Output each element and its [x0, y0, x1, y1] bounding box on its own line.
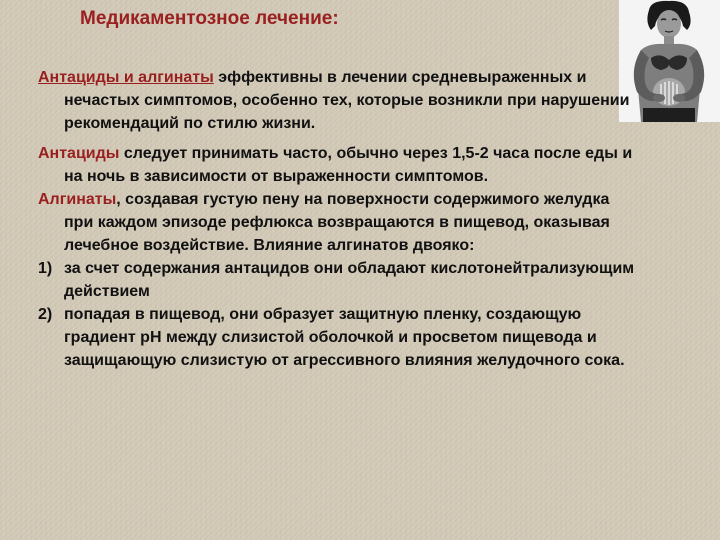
slide-body [38, 66, 638, 372]
paragraph-text: следует принимать часто, обычно через 1,5-2 часа после еды и на ночь в зависимости от выраженности симптомов. [64, 145, 633, 185]
paragraph-antacids-alginates [38, 66, 638, 135]
list-item [38, 303, 638, 372]
paragraph-alginates [38, 188, 638, 257]
paragraph-text: эффективны в лечении средневыраженных и нечастых симптомов, особенно тех, которые возникли при нарушении рекомендаций по стилю жизни. [64, 69, 630, 132]
slide-title: Медикаментозное лечение: [80, 8, 339, 29]
highlight-antacids-and-alginates: Антациды и алгинаты [38, 69, 214, 86]
list-number: 2) [38, 306, 53, 323]
list-item [38, 257, 638, 303]
list-item-text: попадая в пищевод, они образует защитную пленку, создающую градиент рН между слизистой оболочкой и просветом пищевода и защищающую слизистую от агрессивного влияния желудочного сока. [64, 306, 625, 369]
highlight-alginates: Алгинаты [38, 191, 117, 208]
paragraph-antacids [38, 142, 638, 188]
paragraph-text: , создавая густую пену на поверхности содержимого желудка при каждом эпизоде рефлюкса возвращаются в пищевод, оказывая лечебное воздействие. Влияние алгинатов двояко: [64, 191, 610, 254]
list-number: 1) [38, 260, 53, 277]
highlight-antacids: Антациды [38, 145, 120, 162]
list-item-text: за счет содержания антацидов они обладают кислотонейтрализующим действием [64, 260, 635, 300]
